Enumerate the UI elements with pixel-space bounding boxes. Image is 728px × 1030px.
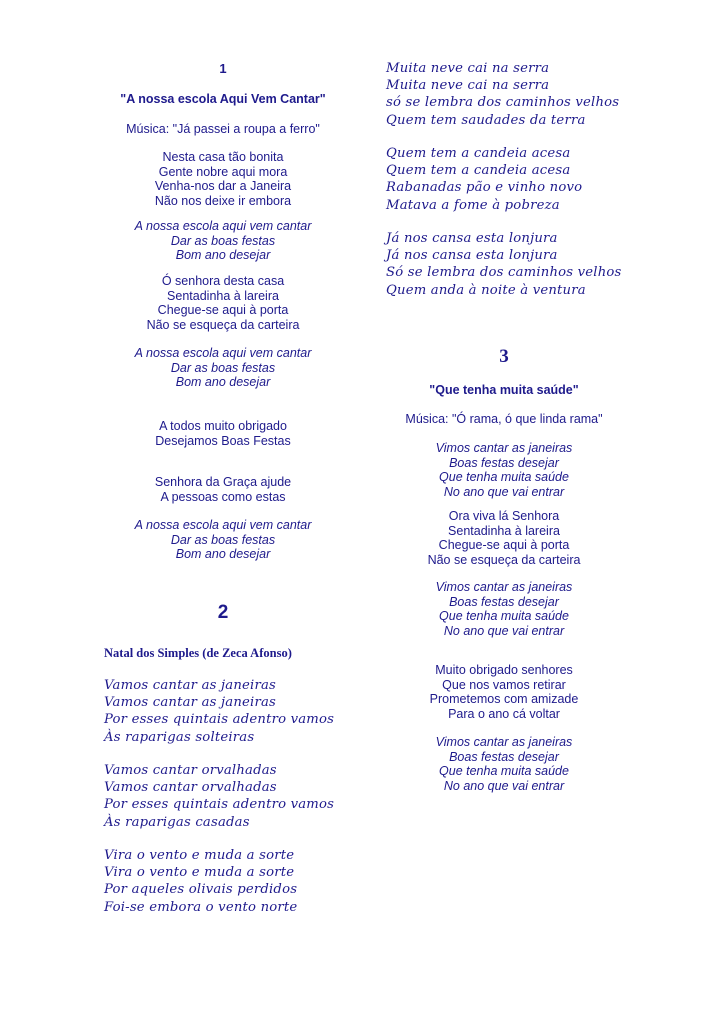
chorus-line: Dar as boas festas	[170, 532, 276, 547]
verse-line: Quem anda à noite à ventura	[386, 282, 586, 298]
song-2-stanza-1	[104, 677, 364, 746]
song-1-title: "A nossa escola Aqui Vem Cantar"	[120, 92, 326, 106]
song-1-chorus-1	[103, 219, 343, 263]
song-3-music-credit: Música: "Ó rama, ó que linda rama"	[405, 412, 603, 426]
chorus-line: A nossa escola aqui vem cantar	[134, 518, 312, 532]
verse-line: Vamos cantar as janeiras	[104, 678, 276, 693]
song-3-chorus-2	[404, 580, 604, 638]
chorus-line: Boas festas desejar	[449, 594, 559, 609]
song-3-number: 3	[499, 346, 509, 367]
verse-line: Quem tem saudades da terra	[386, 112, 586, 128]
song-1-stanza-1	[123, 150, 323, 208]
verse-line: Gente nobre aqui mora	[158, 164, 288, 179]
verse-line: Às raparigas casadas	[104, 814, 250, 830]
verse-line: Não se esqueça da carteira	[427, 552, 581, 567]
verse-line: Matava a fome à pobreza	[386, 197, 560, 213]
verse-line: Quem tem a candeia acesa	[386, 146, 571, 161]
verse-line: Por aqueles olivais perdidos	[104, 882, 298, 898]
verse-line: Às raparigas solteiras	[104, 729, 255, 745]
chorus-line: Vimos cantar as janeiras	[435, 735, 573, 749]
song-2-stanza-4	[386, 60, 676, 129]
verse-line: Por esses quintais adentro vamos	[104, 797, 335, 813]
verse-line: Muita neve cai na serra	[386, 78, 550, 94]
verse-line: Ora viva lá Senhora	[448, 509, 560, 523]
chorus-line: Bom ano desejar	[175, 248, 271, 262]
song-2-stanza-6	[386, 230, 676, 299]
song-1-music-credit: Música: "Já passei a roupa a ferro"	[126, 122, 320, 136]
verse-line: Não nos deixe ir embora	[154, 193, 292, 208]
song-1-stanza-4	[123, 475, 323, 504]
song-2-stanza-3	[104, 847, 364, 916]
song-1-stanza-2	[123, 274, 323, 332]
verse-line: Nesta casa tão bonita	[162, 150, 284, 164]
verse-line: só se lembra dos caminhos velhos	[386, 95, 620, 111]
verse-line: Senhora da Graça ajude	[154, 475, 292, 489]
verse-line: Por esses quintais adentro vamos	[104, 712, 335, 728]
verse-line: Sentadinha à lareira	[448, 523, 560, 538]
verse-line: A todos muito obrigado	[159, 419, 287, 433]
verse-line: Para o ano cá voltar	[448, 706, 560, 721]
verse-line: Venha-nos dar a Janeira	[154, 179, 292, 193]
verse-line: Vamos cantar orvalhadas	[104, 763, 277, 778]
verse-line: Vira o vento e muda a sorte	[104, 848, 295, 863]
chorus-line: Vimos cantar as janeiras	[435, 580, 573, 594]
chorus-line: Boas festas desejar	[449, 455, 559, 470]
verse-line: Muito obrigado senhores	[435, 663, 573, 677]
verse-line: Ó senhora desta casa	[161, 274, 285, 288]
chorus-line: A nossa escola aqui vem cantar	[134, 346, 312, 360]
verse-line: Chegue-se aqui à porta	[157, 303, 289, 317]
verse-line: Desejamos Boas Festas	[155, 433, 291, 448]
song-3-stanza-1	[404, 509, 604, 567]
song-3-chorus-3	[404, 735, 604, 793]
chorus-line: Dar as boas festas	[170, 360, 276, 375]
song-2-title: Natal dos Simples (de Zeca Afonso)	[104, 646, 292, 660]
chorus-line: Vimos cantar as janeiras	[435, 441, 573, 455]
chorus-line: No ano que vai entrar	[443, 484, 565, 499]
verse-line: Rabanadas pão e vinho novo	[386, 180, 583, 196]
song-1-chorus-2	[103, 346, 343, 390]
verse-line: Sentadinha à lareira	[167, 288, 279, 303]
verse-line: Vamos cantar as janeiras	[104, 695, 276, 711]
song-3-chorus-1	[404, 441, 604, 499]
verse-line: Não se esqueça da carteira	[146, 317, 300, 332]
chorus-line: Bom ano desejar	[175, 375, 271, 389]
song-1-chorus-3	[103, 518, 343, 562]
verse-line: Quem tem a candeia acesa	[386, 163, 571, 179]
song-2-stanza-5	[386, 145, 676, 214]
chorus-line: Dar as boas festas	[170, 233, 276, 248]
song-3-stanza-2	[404, 663, 604, 721]
verse-line: Já nos cansa esta lonjura	[386, 231, 558, 246]
verse-line: Prometemos com amizade	[429, 692, 579, 706]
chorus-line: Que tenha muita saúde	[439, 470, 569, 484]
verse-line: Muita neve cai na serra	[386, 61, 550, 76]
verse-line: Só se lembra dos caminhos velhos	[386, 265, 622, 281]
chorus-line: No ano que vai entrar	[443, 778, 565, 793]
chorus-line: A nossa escola aqui vem cantar	[134, 219, 312, 233]
verse-line: A pessoas como estas	[160, 489, 286, 504]
song-1-number: 1	[219, 61, 227, 76]
chorus-line: Boas festas desejar	[449, 749, 559, 764]
verse-line: Já nos cansa esta lonjura	[386, 248, 558, 264]
chorus-line: Bom ano desejar	[175, 547, 271, 561]
verse-line: Chegue-se aqui à porta	[438, 538, 570, 552]
song-2-number: 2	[217, 602, 229, 623]
verse-line: Que nos vamos retirar	[442, 677, 566, 692]
song-3-title: "Que tenha muita saúde"	[429, 383, 579, 397]
chorus-line: Que tenha muita saúde	[439, 609, 569, 623]
verse-line: Vamos cantar orvalhadas	[104, 780, 277, 796]
chorus-line: No ano que vai entrar	[443, 623, 565, 638]
chorus-line: Que tenha muita saúde	[439, 764, 569, 778]
verse-line: Vira o vento e muda a sorte	[104, 865, 295, 881]
verse-line: Foi-se embora o vento norte	[104, 899, 298, 915]
song-1-stanza-3	[123, 419, 323, 448]
song-2-stanza-2	[104, 762, 364, 831]
